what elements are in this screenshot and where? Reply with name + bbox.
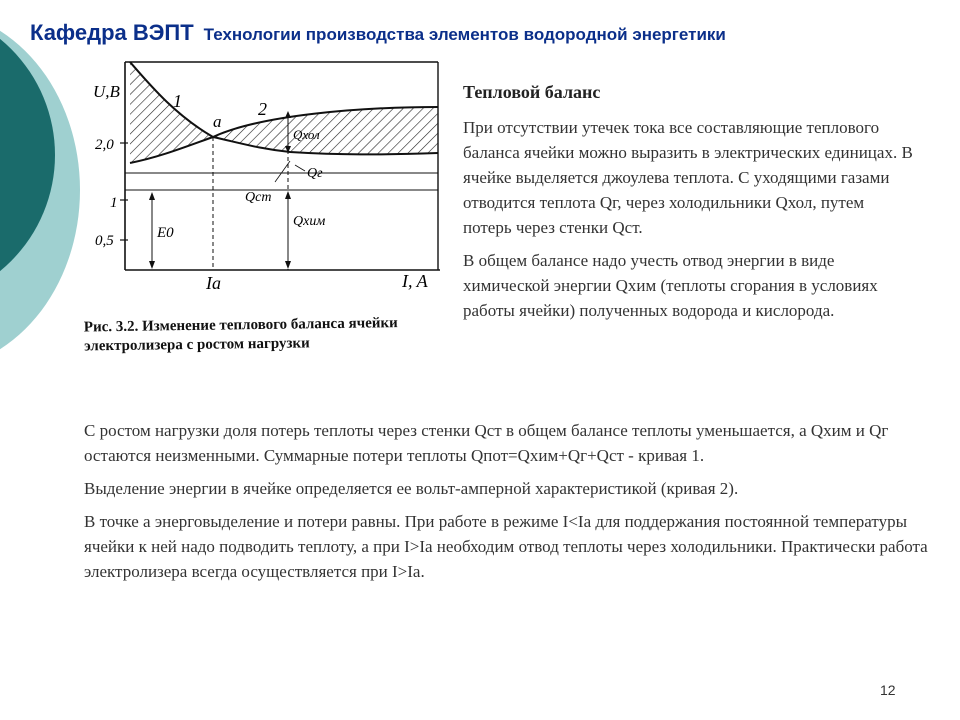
department-title: Кафедра ВЭПТ xyxy=(30,20,194,45)
side-text-block xyxy=(463,80,913,331)
side-heading: Тепловой баланс xyxy=(463,82,601,102)
tick-0-5: 0,5 xyxy=(95,233,114,249)
x-axis-label: I, A xyxy=(402,271,428,291)
q-him-label: Qхим xyxy=(293,214,326,229)
tick-2-0: 2,0 xyxy=(95,137,114,153)
body-paragraph-1: С ростом нагрузки доля потерь теплоты через стенки Qст в общем балансе теплоты уменьшается, а Qхим и Qг остаются неизменными. Суммарные потери теплоты Qпот=Qхим+Qг+Qст - кривая 1. xyxy=(84,421,889,465)
slide-header xyxy=(30,20,726,46)
hatched-region-right xyxy=(213,107,438,154)
body-text-block xyxy=(84,418,929,592)
q-st-label: Qст xyxy=(245,190,272,205)
body-paragraph-3: В точке а энерговыделение и потери равны. При работе в режиме I<Ia для поддержания постоянной температуры ячейки к ней надо подводить теплоту, а при I>Ia необходим отвод теплоты через холодильники. Практически работа электролизера всегда осуществляется при I>Ia. xyxy=(84,512,928,581)
side-paragraph-1: При отсутствии утечек тока все составляющие теплового баланса ячейки можно выразить в электрических единицах. В ячейке выделяется джоулева теплота. С уходящими газами отводится теплота Qг, через холодильники Qхол, путем потерь через стенки Qст. xyxy=(463,118,913,237)
q-hol-label: Qхол xyxy=(293,127,320,142)
q-g-label: Qг xyxy=(307,166,323,181)
e0-label: E0 xyxy=(157,225,174,241)
course-title: Технологии производства элементов водородной энергетики xyxy=(203,25,726,44)
body-paragraph-2: Выделение энергии в ячейке определяется ее вольт-амперной характеристикой (кривая 2). xyxy=(84,479,739,498)
curve-1-label: 1 xyxy=(173,91,182,111)
tick-1: 1 xyxy=(110,195,118,211)
curve-2-label: 2 xyxy=(258,99,267,119)
side-paragraph-2: В общем балансе надо учесть отвод энергии в виде химической энергии Qхим (теплоты сгорания в условиях работы ячейки) полученных водорода и кислорода. xyxy=(463,251,878,320)
ia-label: Ia xyxy=(206,273,221,293)
point-a-label: a xyxy=(213,112,222,131)
decorative-teal-arcs xyxy=(0,0,90,370)
figure-caption: Рис. 3.2. Изменение теплового баланса ячейки электролизера с ростом нагрузки xyxy=(83,315,398,355)
y-axis-label: U,B xyxy=(93,82,120,101)
page-number: 12 xyxy=(880,682,896,698)
